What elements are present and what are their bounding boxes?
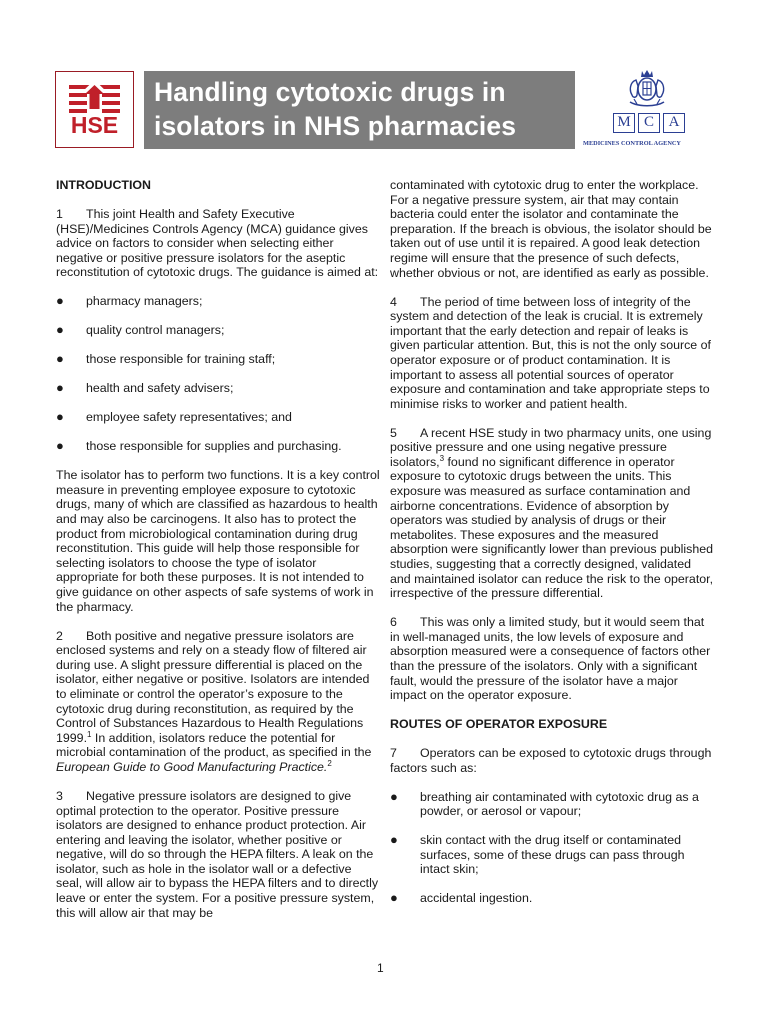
paragraph-number: 5	[390, 425, 397, 440]
list-item	[390, 833, 715, 877]
bullet-icon: ●	[390, 832, 398, 848]
list-item	[56, 294, 380, 309]
footnote-ref: 1	[87, 729, 92, 739]
list-item-text: pharmacy managers;	[86, 294, 203, 309]
bullet-icon: ●	[390, 890, 398, 906]
paragraph-text: In addition, isolators reduce the potential for microbial contamination of the product, as specified in the	[56, 730, 372, 760]
list-item-text: employee safety representatives; and	[86, 410, 292, 425]
title-banner	[144, 71, 575, 149]
paragraph-number: 3	[56, 788, 63, 803]
paragraph-7	[390, 746, 715, 775]
list-item-text: quality control managers;	[86, 323, 225, 338]
bullet-icon: ●	[56, 351, 64, 367]
paragraph-2	[56, 629, 380, 775]
bullet-icon: ●	[56, 409, 64, 425]
paragraph-text: This was only a limited study, but it would seem that in well-managed units, the low levels of exposure and absorption measured were a consequence of factors other than the pressure of the isolators. Only with a significant fault, would the pressure of the isolator have a major impact on the operator exposure.	[390, 615, 711, 703]
page-number: 1	[377, 961, 384, 975]
list-item-text: health and safety advisers;	[86, 381, 234, 396]
list-item	[390, 891, 715, 906]
list-item	[56, 410, 380, 425]
footnote-ref: 2	[327, 758, 332, 768]
bullet-icon: ●	[56, 293, 64, 309]
bullet-icon: ●	[56, 380, 64, 396]
paragraph-number: 4	[390, 294, 397, 309]
list-item	[56, 352, 380, 367]
paragraph-number: 6	[390, 615, 397, 630]
footnote-ref: 3	[439, 453, 445, 463]
paragraph-text: Negative pressure isolators are designed to give optimal protection to the operator. Positive pressure isolators are designed to enhance product protection. Air entering and leaving the isolator, whether positive or negative, will do so through the HEPA filters. A leak on the isolator, such as hole in the isolator wall or a defective seal, will allow air to bypass the HEPA filters and to directly leave or enter the system. For a positive pressure system, this will allow air that may be	[56, 788, 379, 920]
mca-logo	[580, 68, 715, 152]
paragraph-text: A recent HSE study in two pharmacy units, one using positive pressure and one using negative pressure isolators,	[390, 425, 712, 469]
paragraph-text: This joint Health and Safety Executive (HSE)/Medicines Controls Agency (MCA) guidance gives advice on factors to consider when selecting either negative or positive pressure isolators for the aseptic reconstitution of cytotoxic drugs. The guidance is aimed at:	[56, 206, 379, 280]
left-column	[56, 178, 380, 935]
list-item-text: breathing air contaminated with cytotoxic drug as a powder, or aerosol or vapour;	[420, 789, 699, 819]
publication-title: European Guide to Good Manufacturing Practice.	[56, 759, 328, 774]
mca-letters	[613, 113, 685, 133]
paragraph-5	[390, 426, 715, 601]
mca-letter-c: C	[638, 113, 660, 133]
bullet-icon: ●	[56, 322, 64, 338]
paragraph-number: 2	[56, 628, 63, 643]
royal-crest-icon	[624, 68, 670, 112]
paragraph-text: Operators can be exposed to cytotoxic drugs through factors such as:	[390, 746, 712, 775]
paragraph-text: The period of time between loss of integrity of the system and detection of the leak is crucial. It is extremely important that the early detection and repair of leaks is given particular attention. But, this is not the only source of operator exposure or of product contamination. It is important to assess all potential sources of operator exposure and contamination and take appropriate steps to minimise risks to worker and patient health.	[390, 294, 711, 411]
paragraph-4	[390, 295, 715, 412]
right-column	[390, 178, 715, 920]
list-item	[56, 381, 380, 396]
bullet-icon: ●	[390, 788, 398, 804]
mca-caption: MEDICINES CONTROL AGENCY	[583, 140, 681, 147]
list-item	[56, 323, 380, 338]
title-line-2: isolators in NHS pharmacies	[154, 111, 517, 141]
bullet-icon: ●	[56, 438, 64, 454]
paragraph-1	[56, 207, 380, 280]
paragraph-3	[56, 789, 380, 920]
paragraph-number: 1	[56, 206, 63, 221]
paragraph-3-continued: contaminated with cytotoxic drug to enter the workplace. For a negative pressure system, air that may contain bacteria could enter the isolator and contaminate the preparation. If the breach is obvious, the isolator should be taken out of use until it is repaired. A good leak detection regime will ensure that the presence of such defects, whether obvious or not, are identified as early as possible.	[390, 178, 712, 280]
paragraph-6	[390, 615, 715, 703]
list-item-text: accidental ingestion.	[420, 891, 533, 906]
hse-logo-text: HSE	[70, 112, 119, 138]
paragraph-isolator-functions: The isolator has to perform two functions. It is a key control measure in preventing employee exposure to cytotoxic drugs, many of which are classified as hazardous to health and may also be carcinogens. It also has to protect the product from microbiological contamination during drug reconstitution. This guide will help those responsible for selecting isolators to choose the type of isolator appropriate for both these purposes. It is not intended to give guidance on other aspects of safe systems of work in the pharmacy.	[56, 468, 380, 614]
list-item	[56, 439, 380, 454]
list-item	[390, 790, 715, 819]
introduction-heading: INTRODUCTION	[56, 178, 151, 192]
list-item-text: those responsible for supplies and purchasing.	[86, 439, 342, 454]
paragraph-text: found no significant difference in operator exposure to cytotoxic drugs between the units. This exposure was measured as surface contamination and airborne concentrations. Evidence of absorption by operators was studied by analysis of drugs or their metabolites. These exposures and the measured absorption were significantly lower than previous published studies, suggesting that a correctly designed, validated and maintained isolator can reduce the risk to the operator, irrespective of the pressure differential.	[390, 454, 714, 601]
list-item-text: those responsible for training staff;	[86, 352, 276, 367]
title-line-1: Handling cytotoxic drugs in	[154, 77, 506, 107]
list-item-text: skin contact with the drug itself or contaminated surfaces, some of these drugs can pass through intact skin;	[420, 833, 685, 877]
routes-heading: ROUTES OF OPERATOR EXPOSURE	[390, 717, 608, 732]
paragraph-text: Both positive and negative pressure isolators are enclosed systems and rely on a steady flow of filtered air during use. A slight pressure differential is placed on the isolator, either negative or positive. Isolators are intended to eliminate or control the operator’s exposure to the cytotoxic drug during reconstitution, as required by the Control of Substances Hazardous to Health Regulations 1999.	[56, 628, 370, 745]
mca-letter-a: A	[663, 113, 685, 133]
mca-letter-m: M	[613, 113, 635, 133]
paragraph-number: 7	[390, 746, 397, 761]
hse-logo	[55, 71, 134, 148]
